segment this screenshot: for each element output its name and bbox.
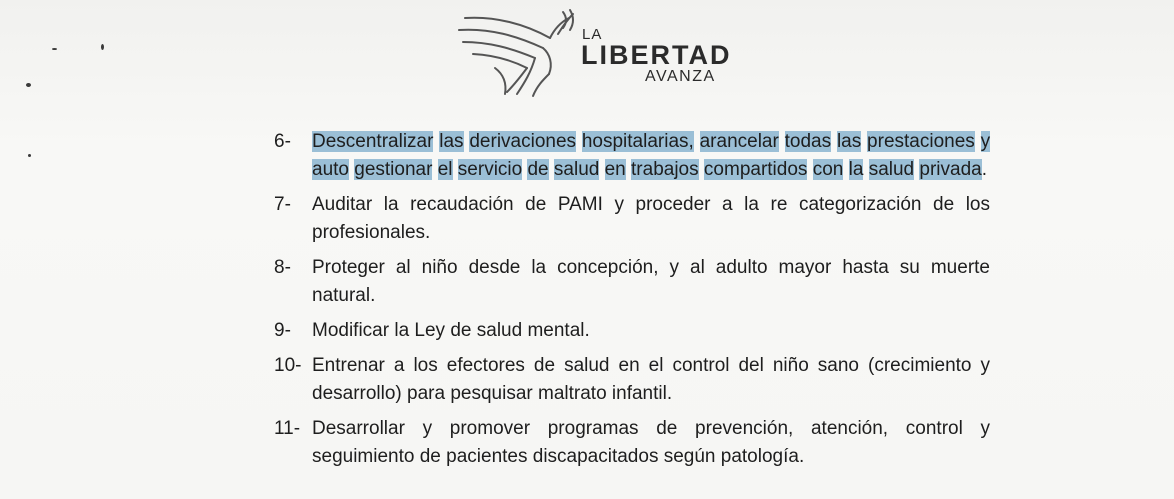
list-item-9 <box>274 317 990 345</box>
item-number: 6- <box>274 131 291 152</box>
text-segment <box>453 159 458 180</box>
item-number: 10- <box>274 355 302 376</box>
highlighted-word: auto <box>312 159 349 180</box>
text-segment <box>432 159 437 180</box>
item-number: 9- <box>274 320 291 341</box>
highlighted-word: gestionar <box>354 159 433 180</box>
item-text-highlighted <box>312 128 990 184</box>
item-text: Desarrollar y promover programas de prevención, atención, control y seguimiento de pacientes discapacitados según patología. <box>312 418 990 467</box>
list-item-11 <box>274 415 990 471</box>
text-segment <box>576 131 582 152</box>
text-segment <box>843 159 848 180</box>
highlighted-word: compartidos <box>703 159 808 180</box>
highlighted-word: las <box>836 131 862 152</box>
item-text: Auditar la recaudación de PAMI y proceder a la re categorización de los profesionales. <box>312 194 990 243</box>
text-segment <box>694 131 700 152</box>
proposal-list <box>274 128 990 478</box>
text-segment: . <box>981 159 988 180</box>
highlighted-word: derivaciones <box>469 131 577 152</box>
text-segment <box>975 131 981 152</box>
item-text: Proteger al niño desde la concepción, y al adulto mayor hasta su muerte natural. <box>312 257 990 306</box>
eagle-icon <box>455 8 580 103</box>
list-item-6 <box>274 128 990 184</box>
text-segment <box>807 159 812 180</box>
highlighted-word: trabajos <box>631 159 699 180</box>
item-text: Entrenar a los efectores de salud en el control del niño sano (crecimiento y desarrollo) para pesquisar maltrato infantil. <box>312 355 990 404</box>
highlighted-word: salud <box>553 159 600 180</box>
highlighted-word: de <box>527 159 549 180</box>
highlighted-word: prestaciones <box>867 131 975 152</box>
highlighted-word: el <box>437 159 453 180</box>
item-number: 11- <box>274 418 301 439</box>
highlighted-word: todas <box>784 131 832 152</box>
highlighted-word: las <box>439 131 464 152</box>
logo-text-libertad: LIBERTAD <box>581 40 732 70</box>
highlighted-word: privada <box>919 159 982 180</box>
highlighted-word: servicio <box>457 159 523 180</box>
highlighted-word: en <box>604 159 626 180</box>
highlighted-word: arancelar <box>699 131 779 152</box>
highlighted-word: hospitalarias, <box>581 131 694 152</box>
text-segment <box>599 159 604 180</box>
highlighted-word: Descentralizar <box>312 131 434 152</box>
highlighted-word: salud <box>868 159 915 180</box>
party-logo <box>455 8 745 108</box>
logo-text-avanza: AVANZA <box>645 68 716 85</box>
highlighted-word: y <box>980 131 991 152</box>
list-item-8 <box>274 254 990 310</box>
text-segment <box>779 131 785 152</box>
item-number: 8- <box>274 257 291 278</box>
item-text: Modificar la Ley de salud mental. <box>312 320 590 341</box>
logo-text-la: LA <box>582 26 603 43</box>
item-number: 7- <box>274 194 291 215</box>
highlighted-word: con <box>812 159 844 180</box>
text-segment <box>863 159 868 180</box>
list-item-10 <box>274 352 990 408</box>
highlighted-word: la <box>848 159 864 180</box>
list-item-7 <box>274 191 990 247</box>
